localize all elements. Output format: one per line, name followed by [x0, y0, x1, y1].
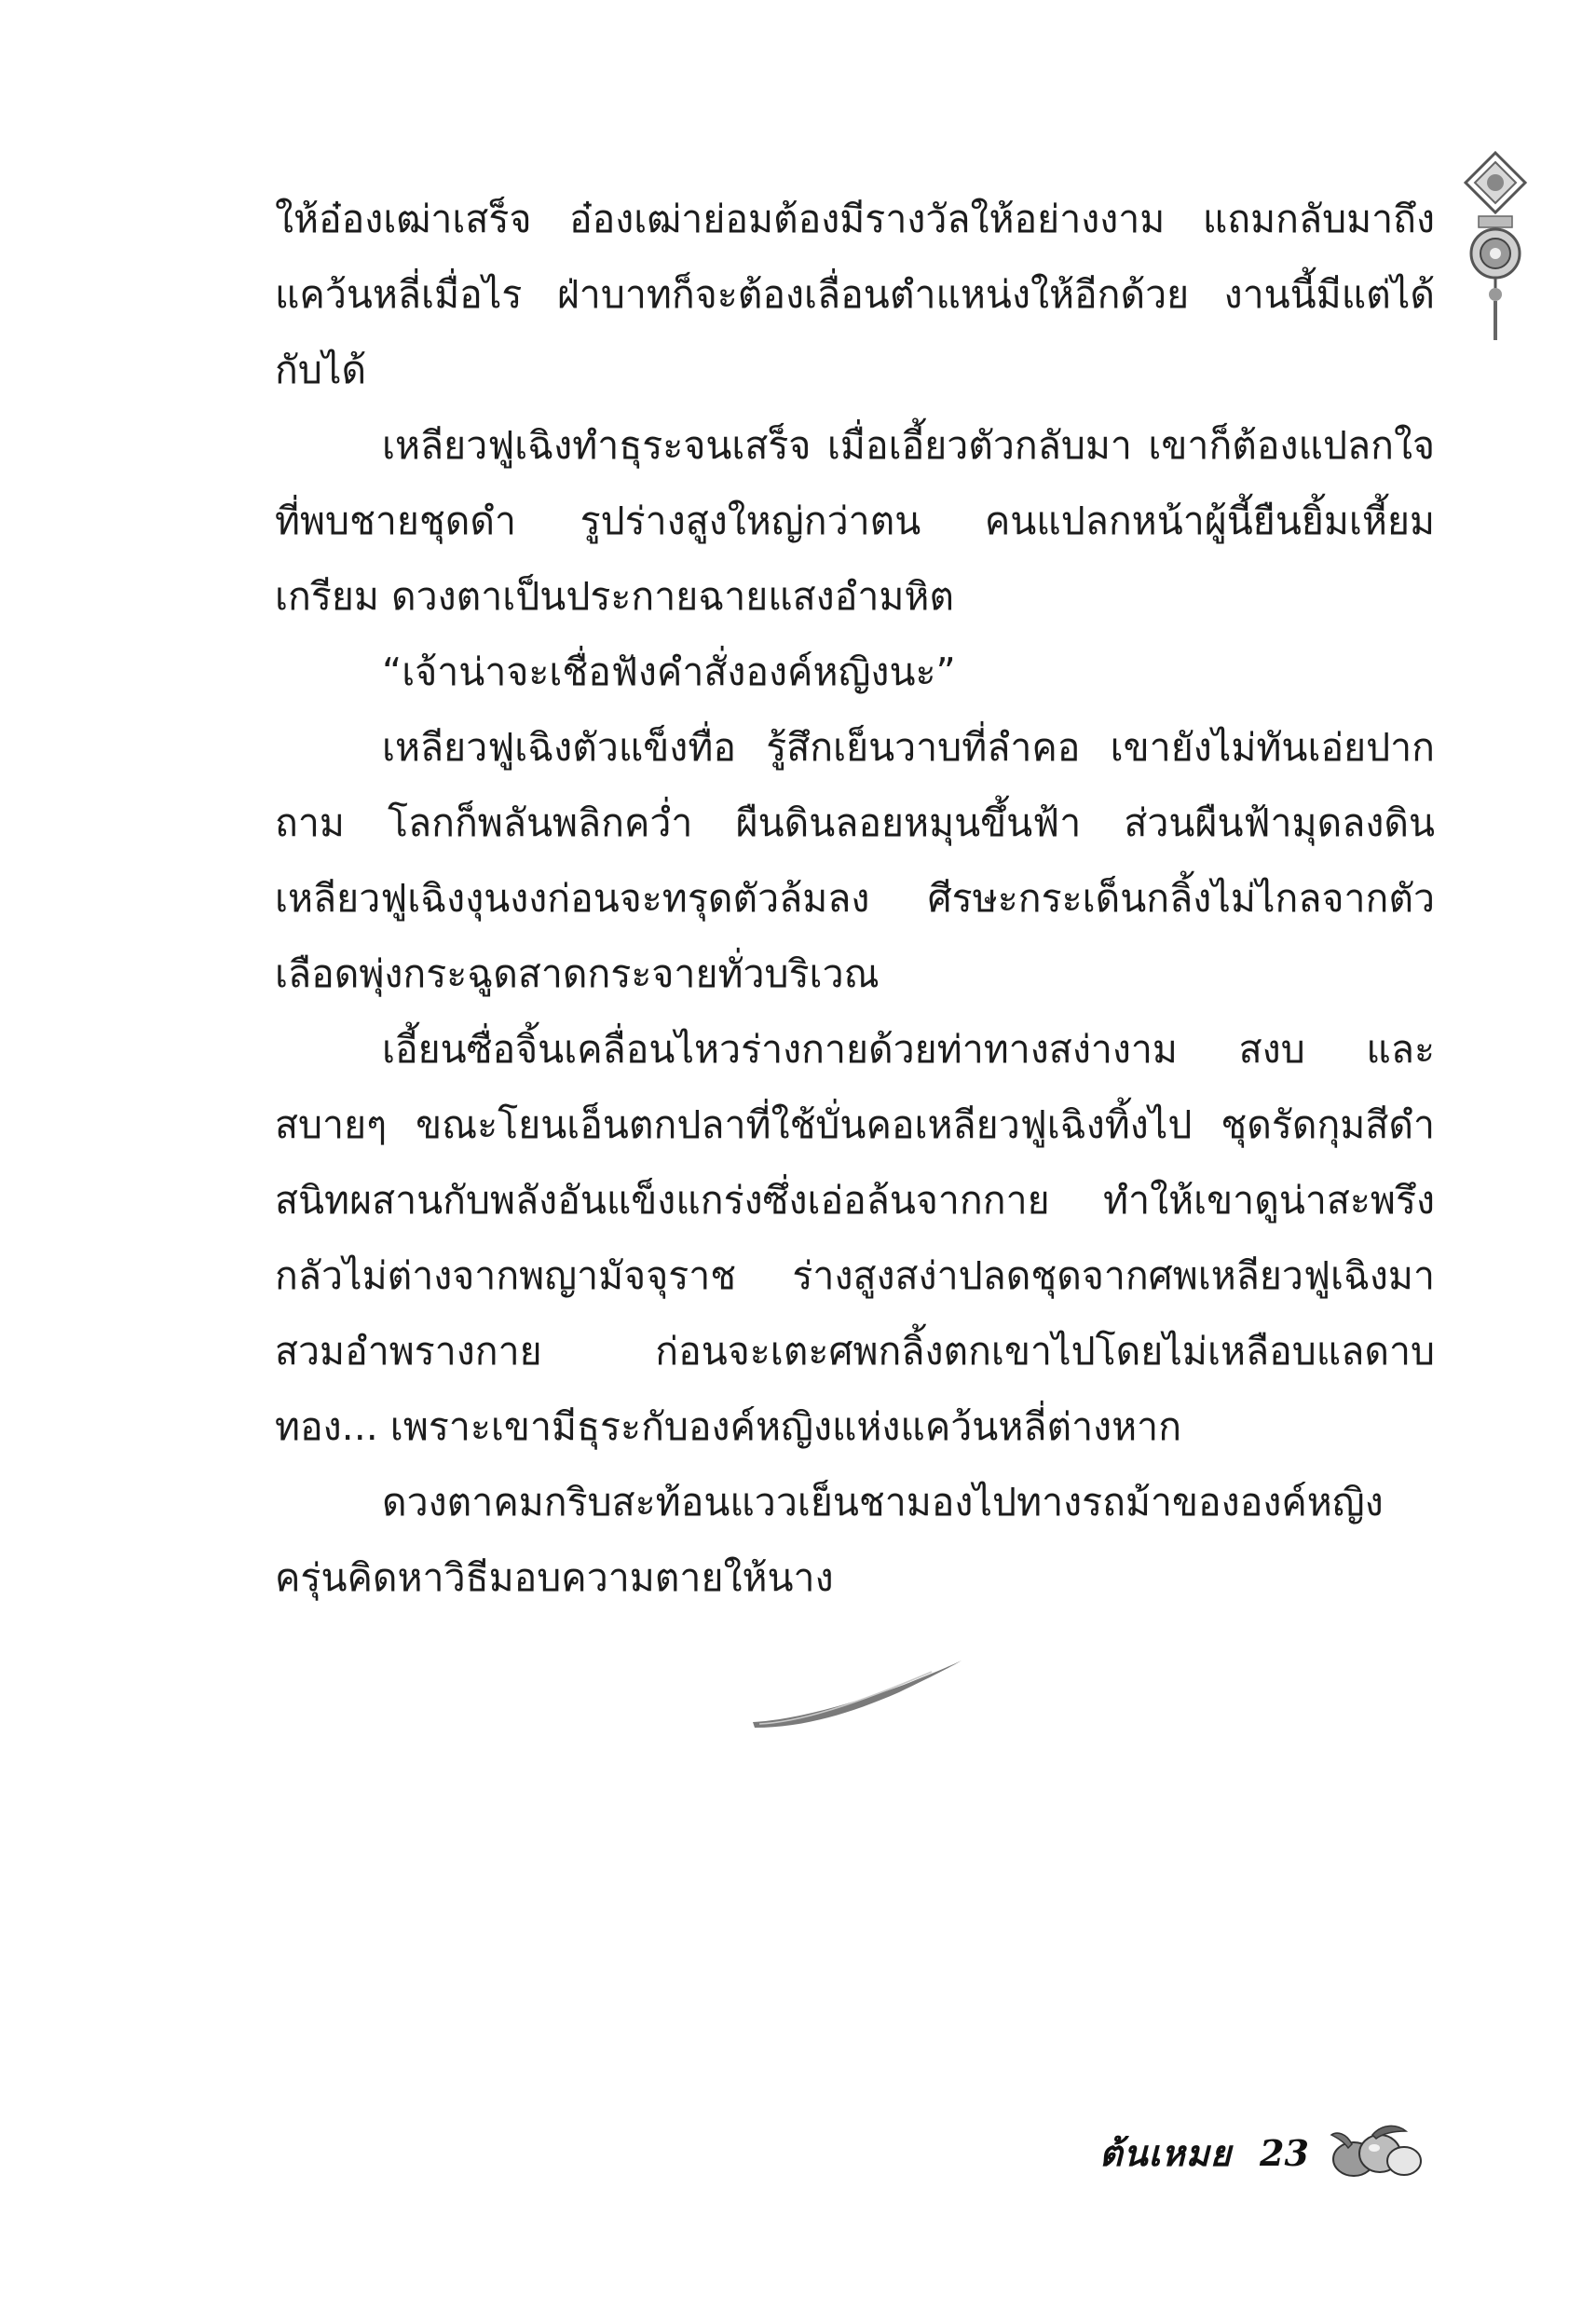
- chinese-knot-ornament-icon: [1458, 149, 1533, 345]
- body-text: [275, 182, 1435, 1616]
- paragraph-2: เหลียวฟูเฉิงทำธุระจนเสร็จ เมื่อเอี้ยวตัวกลับมา เขาก็ต้องแปลกใจที่พบชายชุดดำ รูปร่างสูงใหญ่กว่าตน คนแปลกหน้าผู้นี้ยืนยิ้มเหี้ยมเกรียม ดวงตาเป็นประกายฉายแสงอำมหิต: [275, 423, 1435, 619]
- paragraph-1: ให้อ๋องเฒ่าเสร็จ อ๋องเฒ่าย่อมต้องมีรางวัลให้อย่างงาม แถมกลับมาถึงแคว้นหลี่เมื่อไร ฝ่าบาทก็จะต้องเลื่อนตำแหน่งให้อีกด้วย งานนี้มีแต่ได้กับได้: [275, 197, 1435, 392]
- paragraph-3: “เจ้าน่าจะเชื่อฟังคำสั่งองค์หญิงนะ”: [382, 650, 956, 694]
- page-footer: [1099, 2115, 1428, 2190]
- brush-stroke-divider-icon: [745, 1649, 969, 1733]
- page-number: 23: [1260, 2131, 1309, 2174]
- paragraph-5: เอี้ยนซื่อจิ้นเคลื่อนไหวร่างกายด้วยท่าทางสง่างาม สงบ และสบายๆ ขณะโยนเอ็นตกปลาที่ใช้บั่นคอเหลียวฟูเฉิงทิ้งไป ชุดรัดกุมสีดำสนิทผสานกับพลังอันแข็งแกร่งซึ่งเอ่อล้นจากกาย ทำให้เขาดูน่าสะพรึงกลัวไม่ต่างจากพญามัจจุราช ร่างสูงสง่าปลดชุดจากศพเหลียวฟูเฉิงมาสวมอำพรางกาย ก่อนจะเตะศพกลิ้งตกเขาไปโดยไม่เหลือบแลดาบทอง... เพราะเขามีธุระกับองค์หญิงแห่งแคว้นหลี่ต่างหาก: [275, 1027, 1435, 1449]
- paragraph-6: ดวงตาคมกริบสะท้อนแววเย็นชามองไปทางรถม้าขององค์หญิงครุ่นคิดหาวิธีมอบความตายให้นาง: [275, 1480, 1384, 1600]
- paragraph-4: เหลียวฟูเฉิงตัวแข็งทื่อ รู้สึกเย็นวาบที่ลำคอ เขายังไม่ทันเอ่ยปากถาม โลกก็พลันพลิกคว่ำ ผืนดินลอยหมุนขึ้นฟ้า ส่วนผืนฟ้ามุดลงดิน เหลียวฟูเฉิงงุนงงก่อนจะทรุดตัวล้มลง ศีรษะกระเด็นกลิ้งไม่ไกลจากตัว เลือดพุ่งกระฉูดสาดกระจายทั่วบริเวณ: [275, 725, 1435, 996]
- book-title: ต้นเหมย: [1099, 2131, 1233, 2174]
- plum-fruit-icon: [1326, 2120, 1428, 2185]
